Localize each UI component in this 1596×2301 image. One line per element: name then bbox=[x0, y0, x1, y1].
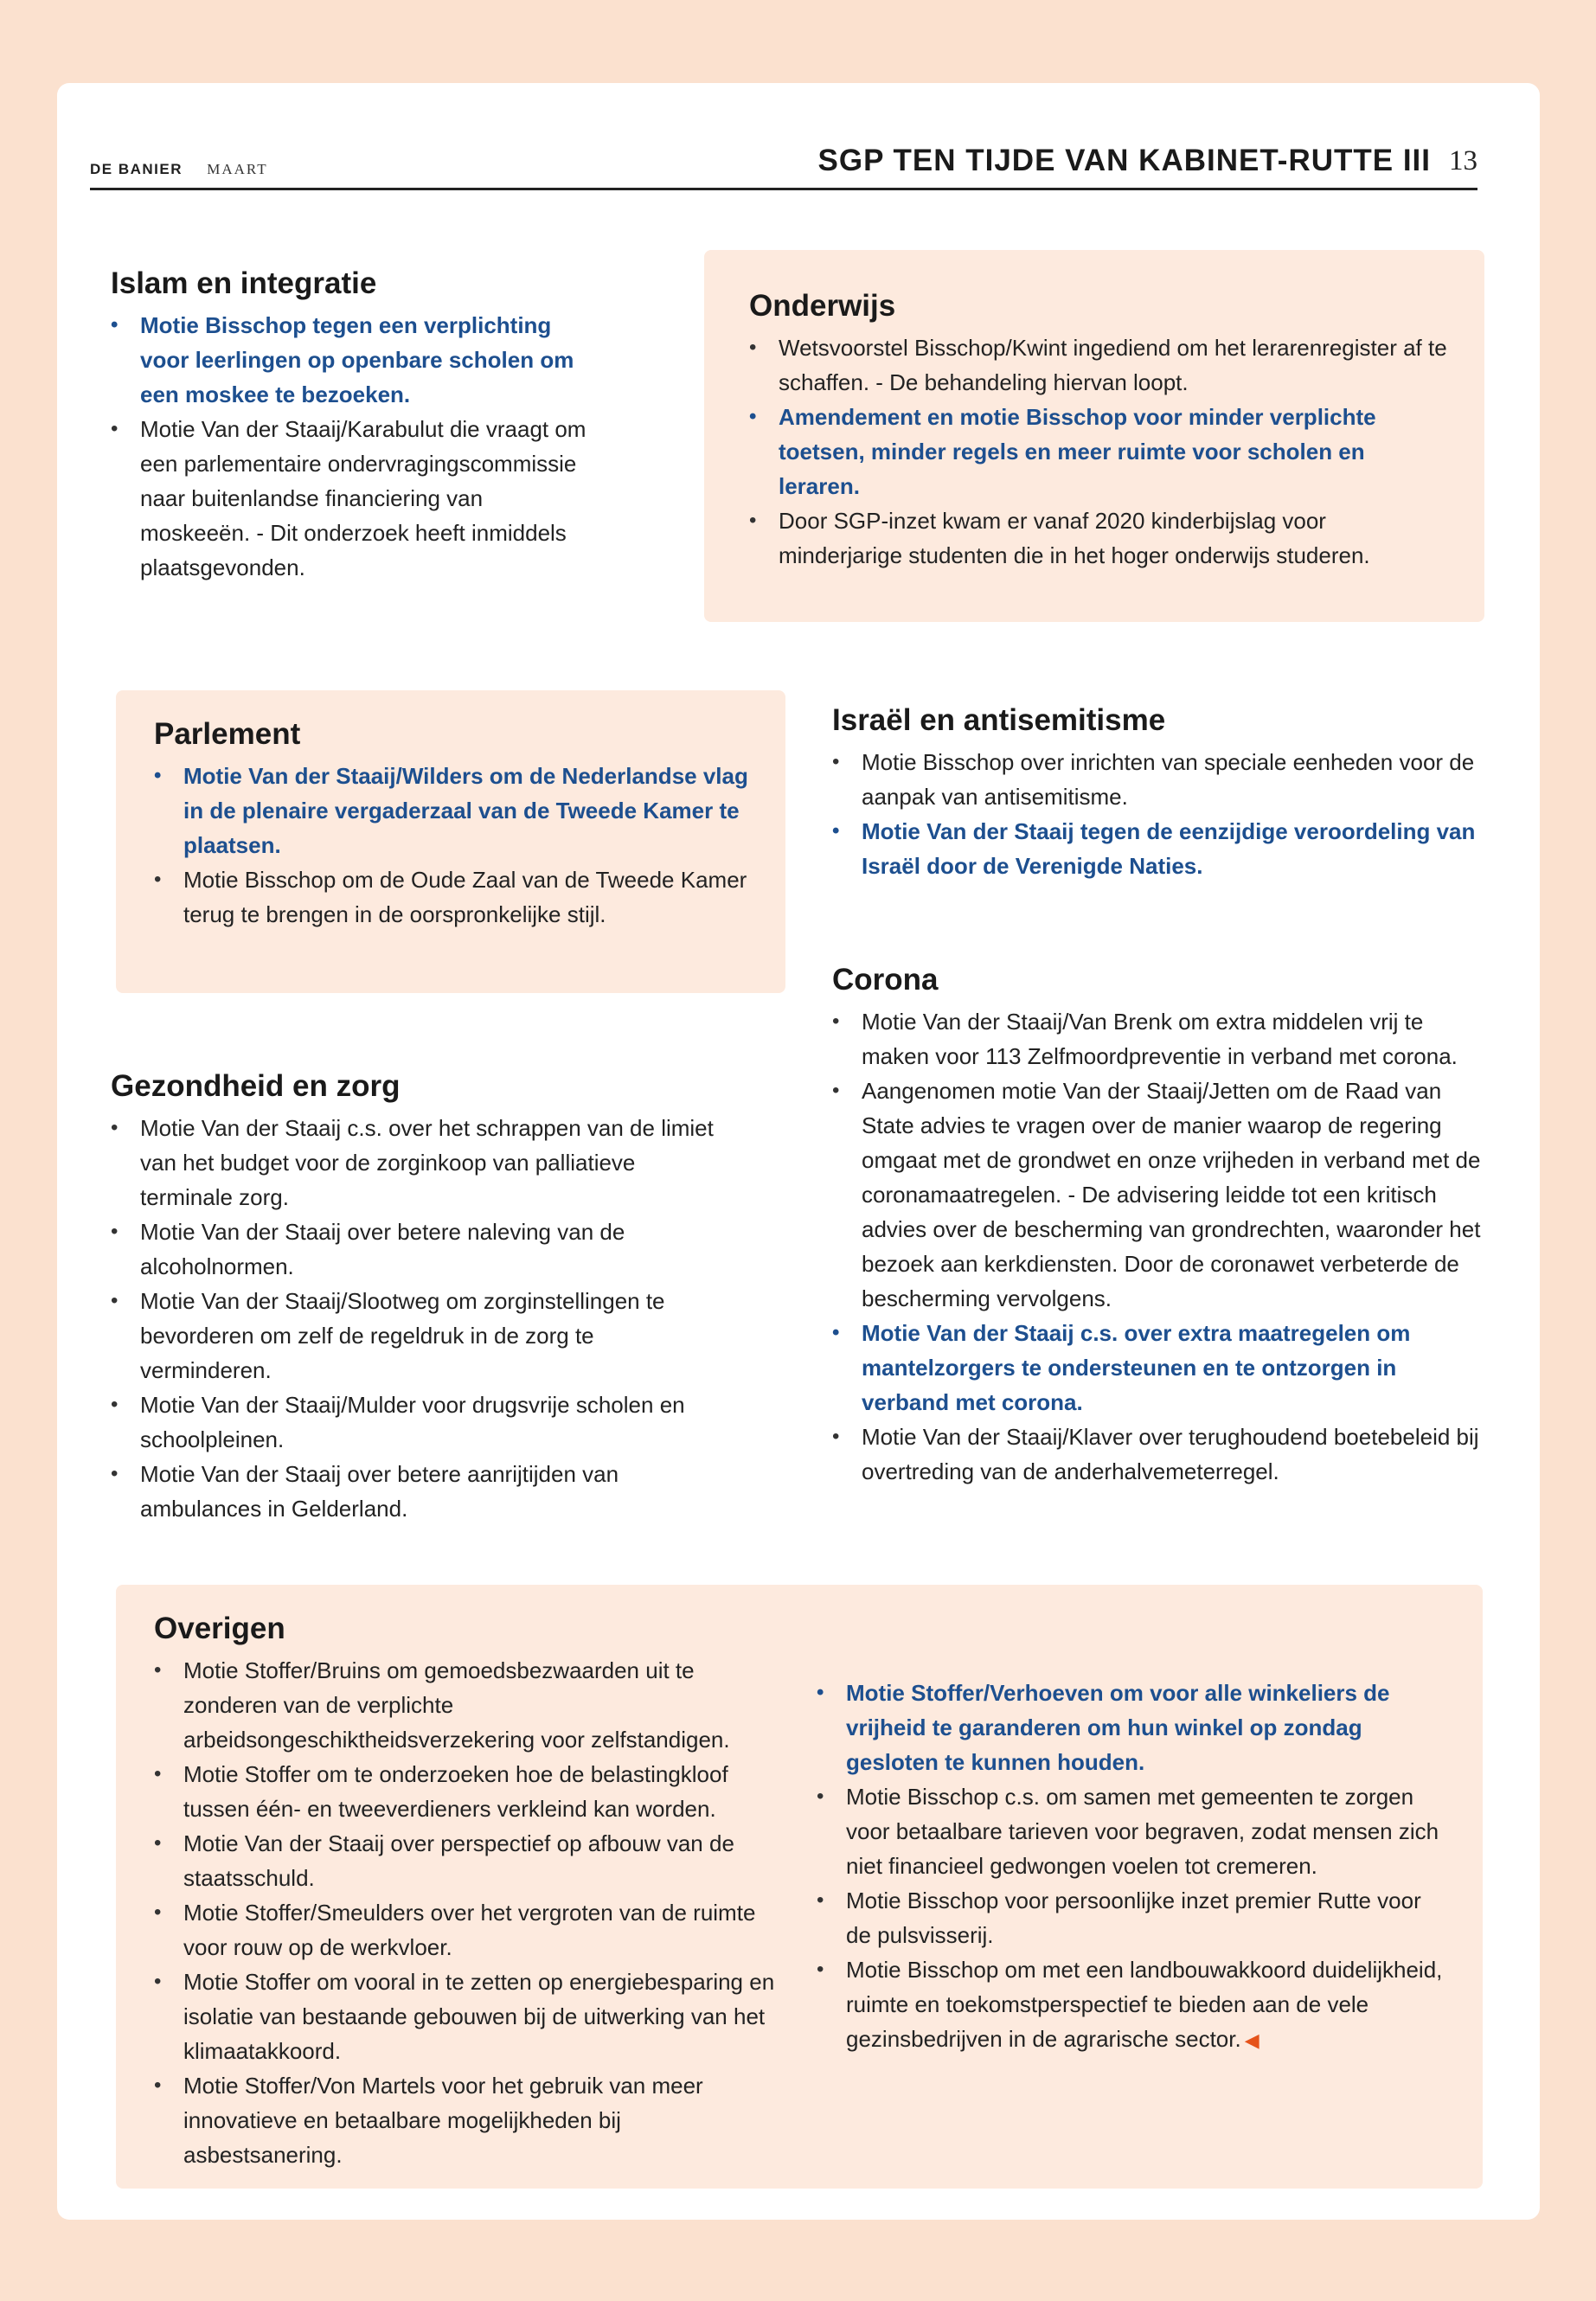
page-number: 13 bbox=[1449, 145, 1477, 176]
motion-list bbox=[111, 1111, 716, 1526]
list-item: • Motie Stoffer/Smeulders over het vergroten van de ruimte voor rouw op de werkvloer. bbox=[154, 1895, 785, 1965]
section-title: Islam en integratie bbox=[111, 266, 377, 300]
list-item: • Motie Stoffer/Verhoeven om voor alle winkeliers de vrijheid te garanderen om hun winkel op zondag gesloten te kunnen houden. bbox=[817, 1676, 1448, 1779]
list-item: • Motie Van der Staaij over perspectief op afbouw van de staatsschuld. bbox=[154, 1826, 785, 1895]
section-title: Overigen bbox=[154, 1612, 285, 1645]
list-item: • Motie Stoffer om vooral in te zetten op energiebesparing en isolatie van bestaande gebouwen bij de uitwerking van het klimaatakkoord. bbox=[154, 1965, 785, 2068]
motion-list bbox=[154, 759, 760, 932]
magazine-page bbox=[57, 83, 1540, 2220]
section-title: Corona bbox=[832, 963, 939, 997]
motion-list bbox=[111, 308, 595, 585]
list-item: • Amendement en motie Bisschop voor minder verplichte toetsen, minder regels en meer ruimte voor scholen en leraren. bbox=[749, 400, 1450, 503]
list-item: • Motie Van der Staaij/Van Brenk om extra middelen vrij te maken voor 113 Zelfmoordpreventie in verband met corona. bbox=[832, 1004, 1490, 1074]
section-islam bbox=[111, 265, 595, 585]
section-overigen-right bbox=[817, 1676, 1448, 2058]
list-item: • Motie Stoffer/Bruins om gemoedsbezwaarden uit te zonderen van de verplichte arbeidsongeschiktheidsverzekering voor zelfstandigen. bbox=[154, 1653, 785, 1757]
motion-list bbox=[832, 1004, 1490, 1489]
page-title: SGP TEN TIJDE VAN KABINET-RUTTE III bbox=[817, 144, 1431, 177]
list-item: • Motie Stoffer om te onderzoeken hoe de belastingkloof tussen één- en tweeverdieners verkleind kan worden. bbox=[154, 1757, 785, 1826]
list-item: • Motie Van der Staaij/Karabulut die vraagt om een parlementaire ondervragingscommissie naar buitenlandse financiering van moskeeën. - Dit onderzoek heeft inmiddels plaatsgevonden. bbox=[111, 412, 595, 585]
end-of-article-icon: ◀ bbox=[1244, 2029, 1259, 2051]
list-item: • Motie Bisschop voor persoonlijke inzet premier Rutte voor de pulsvisserij. bbox=[817, 1883, 1448, 1952]
header-divider bbox=[90, 188, 1477, 190]
list-item: • Motie Bisschop tegen een verplichting voor leerlingen op openbare scholen om een moskee te bezoeken. bbox=[111, 308, 595, 412]
list-item: • Motie Van der Staaij over betere naleving van de alcoholnormen. bbox=[111, 1215, 716, 1284]
list-item: • Motie Van der Staaij/Klaver over terughoudend boetebeleid bij overtreding van de anderhalvemeterregel. bbox=[832, 1420, 1490, 1489]
section-parlement bbox=[154, 715, 760, 932]
section-corona bbox=[832, 961, 1490, 1489]
section-israel bbox=[832, 702, 1490, 883]
list-item: • Motie Van der Staaij/Mulder voor drugsvrije scholen en schoolpleinen. bbox=[111, 1388, 716, 1457]
list-item: • Motie Van der Staaij over betere aanrijtijden van ambulances in Gelderland. bbox=[111, 1457, 716, 1526]
section-title: Israël en antisemitisme bbox=[832, 703, 1166, 737]
section-title: Parlement bbox=[154, 717, 301, 751]
section-onderwijs bbox=[749, 287, 1450, 573]
list-item: • Motie Stoffer/Von Martels voor het gebruik van meer innovatieve en betaalbare mogelijkheden bij asbestsanering. bbox=[154, 2068, 785, 2172]
list-item: • Door SGP-inzet kwam er vanaf 2020 kinderbijslag voor minderjarige studenten die in het hoger onderwijs studeren. bbox=[749, 503, 1450, 573]
section-gezondheid bbox=[111, 1067, 716, 1526]
list-item: • Aangenomen motie Van der Staaij/Jetten om de Raad van State advies te vragen over de manier waarop de regering omgaat met de grondwet en onze vrijheden in verband met de coronamaatregelen. - De advisering leidde tot een kritisch advies over de bescherming van grondrechten, waaronder het bezoek aan kerkdiensten. Door de coronawet verbeterde de bescherming vervolgens. bbox=[832, 1074, 1490, 1316]
motion-list bbox=[817, 1676, 1448, 2058]
section-title: Onderwijs bbox=[749, 289, 896, 323]
section-overigen-left bbox=[154, 1610, 785, 2172]
publication-name: DE BANIER bbox=[90, 161, 183, 177]
motion-list bbox=[832, 745, 1490, 883]
list-item: • Motie Van der Staaij c.s. over het schrappen van de limiet van het budget voor de zorginkoop van palliatieve terminale zorg. bbox=[111, 1111, 716, 1215]
motion-list bbox=[749, 330, 1450, 573]
list-item: • Motie Van der Staaij tegen de eenzijdige veroordeling van Israël door de Verenigde Naties. bbox=[832, 814, 1490, 883]
motion-list bbox=[154, 1653, 785, 2172]
list-item: • Motie Bisschop c.s. om samen met gemeenten te zorgen voor betaalbare tarieven voor begraven, zodat mensen zich niet financieel gedwongen voelen tot cremeren. bbox=[817, 1779, 1448, 1883]
issue-month: MAART bbox=[207, 161, 268, 177]
section-title: Gezondheid en zorg bbox=[111, 1069, 401, 1103]
list-item-text: Motie Bisschop om met een landbouwakkoord duidelijkheid, ruimte en toekomstperspectief te bieden aan de vele gezinsbedrijven in de agrarische sector. bbox=[846, 1957, 1443, 2052]
list-item: • Motie Bisschop om de Oude Zaal van de Tweede Kamer terug te brengen in de oorspronkelijke stijl. bbox=[154, 862, 760, 932]
list-item: • Wetsvoorstel Bisschop/Kwint ingediend om het lerarenregister af te schaffen. - De behandeling hiervan loopt. bbox=[749, 330, 1450, 400]
list-item: • Motie Van der Staaij c.s. over extra maatregelen om mantelzorgers te ondersteunen en te ontzorgen in verband met corona. bbox=[832, 1316, 1490, 1420]
list-item: • Motie Van der Staaij/Slootweg om zorginstellingen te bevorderen om zelf de regeldruk in de zorg te verminderen. bbox=[111, 1284, 716, 1388]
list-item bbox=[817, 1952, 1448, 2058]
list-item: • Motie Van der Staaij/Wilders om de Nederlandse vlag in de plenaire vergaderzaal van de Tweede Kamer te plaatsen. bbox=[154, 759, 760, 862]
list-item: • Motie Bisschop over inrichten van speciale eenheden voor de aanpak van antisemitisme. bbox=[832, 745, 1490, 814]
running-header bbox=[90, 161, 268, 178]
